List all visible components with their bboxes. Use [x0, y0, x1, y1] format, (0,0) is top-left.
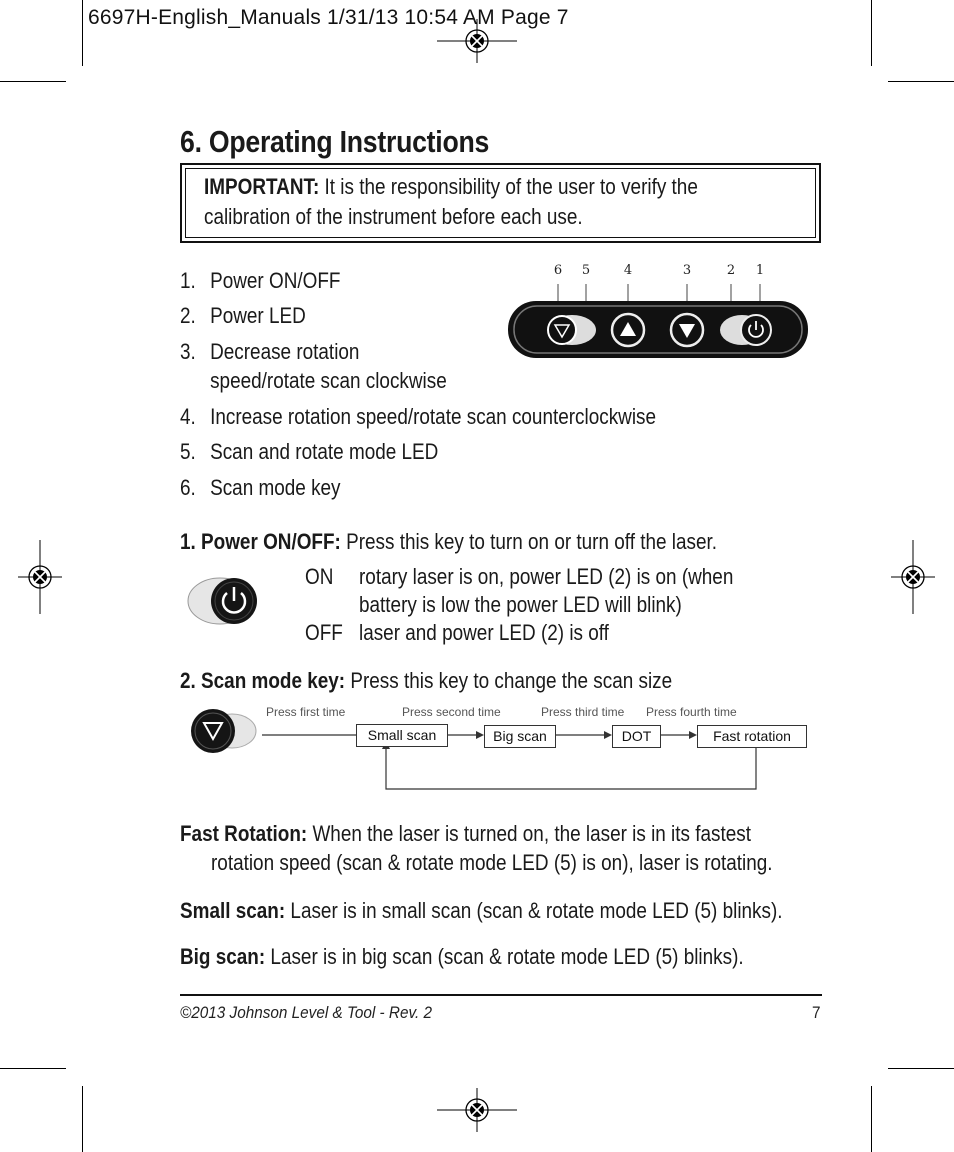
footer-page-number: 7 [812, 1003, 821, 1022]
scan-section-heading-line [180, 666, 672, 695]
press-fourth-time-label: Press fourth time [646, 705, 737, 719]
crop-mark-top-left-v [82, 0, 83, 66]
footer-copyright: ©2013 Johnson Level & Tool - Rev. 2 [180, 1003, 432, 1022]
crop-mark-top-right-h [888, 81, 954, 82]
callout-1: 1 [755, 263, 765, 278]
list-item-scan-mode-key: 6. Scan mode key [180, 475, 341, 500]
crop-mark-top-left-h [0, 81, 66, 82]
big-scan-description [180, 942, 744, 971]
off-description: laser and power LED (2) is off [359, 620, 609, 645]
flow-box-small-scan: Small scan [356, 724, 448, 747]
important-text-line2: calibration of the instrument before each use. [204, 204, 583, 229]
flow-box-big-scan: Big scan [484, 725, 556, 748]
power-section-heading-line [180, 527, 717, 556]
scan-heading: 2. Scan mode key: [180, 668, 346, 693]
slug-line: 6697H-English_Manuals 1/31/13 10:54 AM Page 7 [88, 6, 569, 29]
fast-rotation-text-line1: When the laser is turned on, the laser is in its fastest [307, 821, 751, 846]
fast-rotation-text-line2: rotation speed (scan & rotate mode LED (5) is on), laser is rotating. [211, 850, 773, 875]
off-label: OFF [305, 620, 343, 645]
important-label: IMPORTANT: [204, 174, 320, 199]
list-item-increase-rotation: 4. Increase rotation speed/rotate scan counterclockwise [180, 404, 657, 429]
callout-4: 4 [623, 263, 633, 278]
footer-rule [180, 994, 822, 996]
power-key-icon [184, 572, 266, 630]
small-scan-description [180, 896, 783, 925]
registration-mark-top-icon [437, 19, 517, 63]
power-heading: 1. Power ON/OFF: [180, 529, 341, 554]
list-item-decrease-rotation: 3. Decrease rotation speed/rotate scan clockwise [180, 339, 447, 393]
control-panel-illustration [500, 258, 816, 364]
big-scan-text: Laser is in big scan (scan & rotate mode LED (5) blinks). [265, 944, 744, 969]
important-notice-box [180, 163, 821, 243]
on-label: ON [305, 564, 334, 589]
registration-mark-right-icon [891, 540, 935, 614]
flow-box-fast-rotation: Fast rotation [697, 725, 807, 748]
crop-mark-top-right-v [871, 0, 872, 66]
registration-mark-bottom-icon [437, 1088, 517, 1132]
on-description-line1: rotary laser is on, power LED (2) is on (when [359, 564, 734, 589]
scan-mode-flow-diagram [186, 700, 811, 796]
press-second-time-label: Press second time [402, 705, 501, 719]
callout-5: 5 [581, 263, 591, 278]
press-first-time-label: Press first time [266, 705, 346, 719]
callout-6: 6 [553, 263, 563, 278]
small-scan-label: Small scan: [180, 898, 286, 923]
on-description-line2: battery is low the power LED will blink) [359, 592, 682, 617]
callout-3: 3 [682, 263, 692, 278]
list-item-scan-rotate-led: 5. Scan and rotate mode LED [180, 439, 439, 464]
section-title: 6. Operating Instructions [180, 124, 490, 159]
crop-mark-bottom-left-h [0, 1068, 66, 1069]
fast-rotation-label: Fast Rotation: [180, 821, 308, 846]
big-scan-label: Big scan: [180, 944, 266, 969]
list-item-power-led: 2. Power LED [180, 303, 306, 328]
press-third-time-label: Press third time [541, 705, 625, 719]
scan-text: Press this key to change the scan size [345, 668, 673, 693]
fast-rotation-description [180, 819, 751, 848]
small-scan-text: Laser is in small scan (scan & rotate mode LED (5) blinks). [285, 898, 783, 923]
crop-mark-bottom-left-v [82, 1086, 83, 1152]
flow-box-dot: DOT [612, 725, 661, 748]
important-notice-text [204, 172, 806, 232]
callout-2: 2 [726, 263, 736, 278]
registration-mark-left-icon [18, 540, 62, 614]
crop-mark-bottom-right-h [888, 1068, 954, 1069]
list-item-power-onoff: 1. Power ON/OFF [180, 268, 341, 293]
important-text-line1: It is the responsibility of the user to verify the [319, 174, 698, 199]
power-text: Press this key to turn on or turn off the laser. [340, 529, 717, 554]
crop-mark-bottom-right-v [871, 1086, 872, 1152]
